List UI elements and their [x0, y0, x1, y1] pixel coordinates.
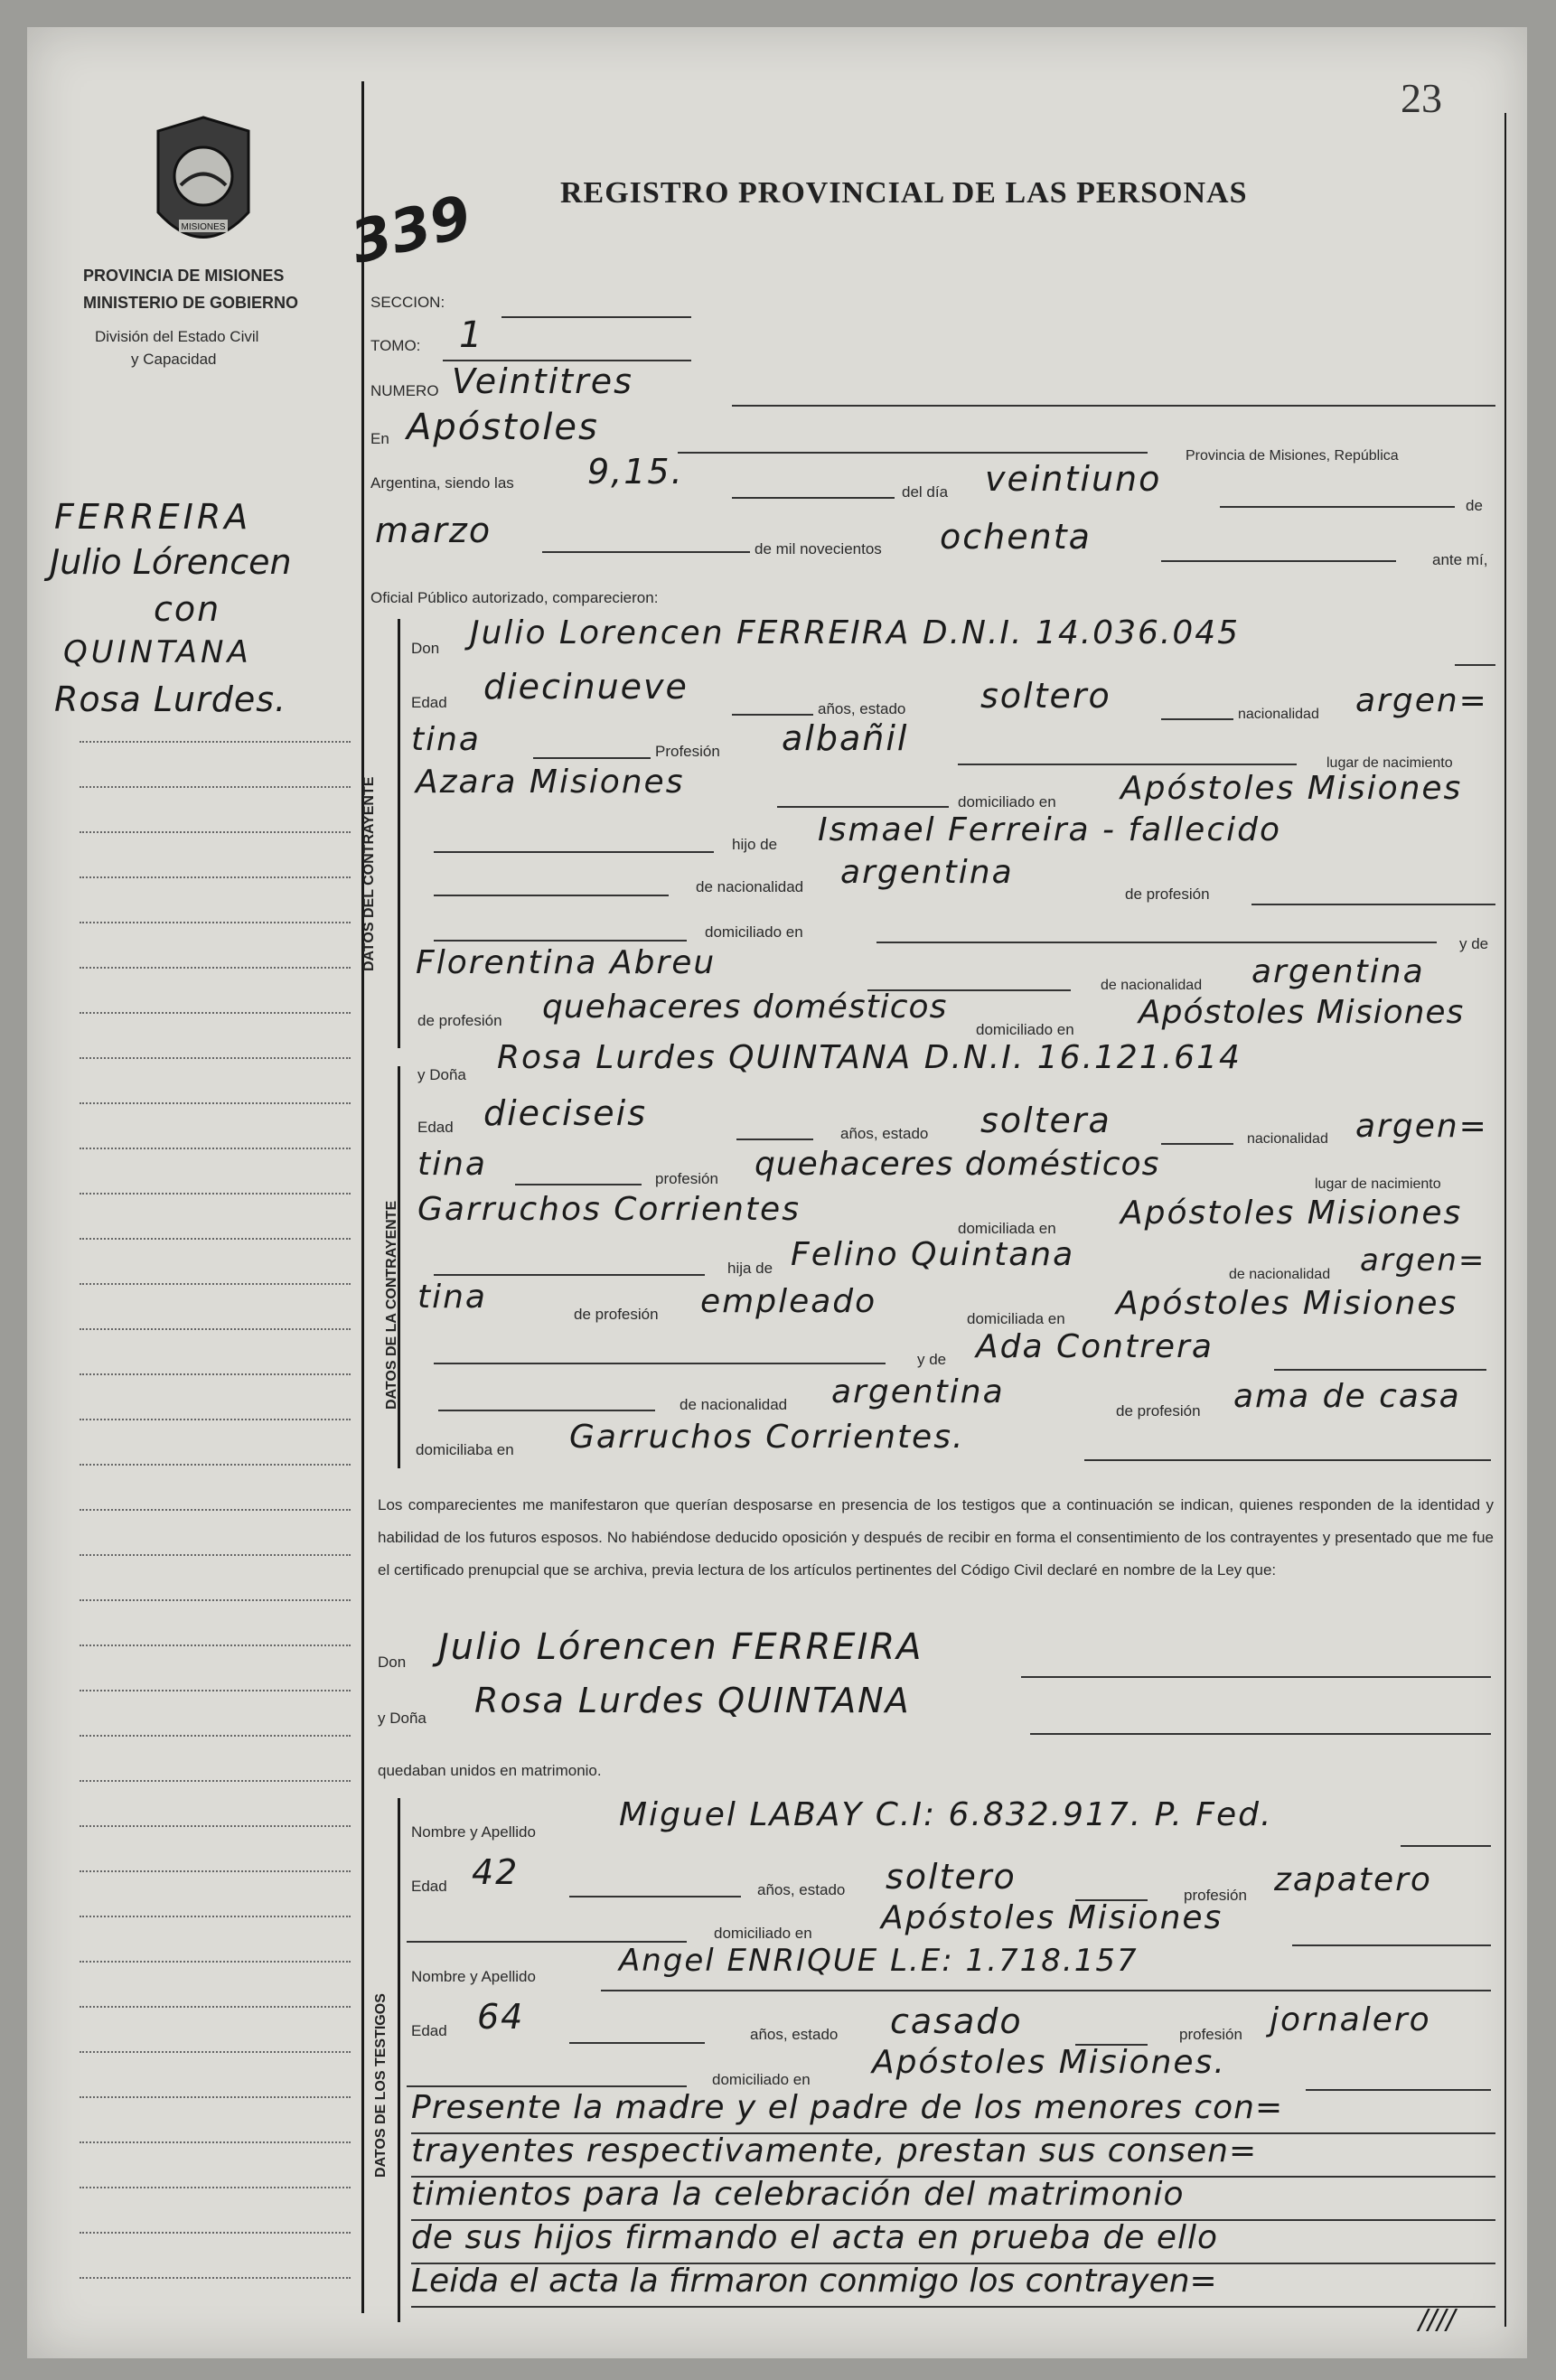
agency-province: PROVINCIA DE MISIONES [83, 267, 285, 285]
margin-rule [80, 1328, 351, 1330]
margin-rule [80, 1509, 351, 1511]
groom-profesion-label: Profesión [655, 743, 720, 760]
w2-profesion: jornalero [1270, 2001, 1431, 2038]
margin-rule [80, 2232, 351, 2234]
side-label-testigos: DATOS DE LOS TESTIGOS [373, 1993, 389, 2178]
numero-value: Veintitres [452, 361, 633, 401]
de-label: de [1466, 497, 1483, 514]
bride-hija-field [434, 1274, 705, 1276]
w2-dom-field-a [407, 2085, 687, 2087]
end-mark: //// [1419, 2304, 1456, 2336]
w2-name-field [601, 1990, 1491, 1991]
bride-domicilio: Apóstoles Misiones [1120, 1195, 1463, 1232]
margin-rule [80, 741, 351, 743]
w2-nombre-label: Nombre y Apellido [411, 1968, 536, 1985]
bride-padre-prof-label: de profesión [574, 1306, 659, 1323]
groom-edad: diecinueve [483, 667, 689, 707]
w1-profesion-label: profesión [1184, 1887, 1247, 1904]
union-dona-field [1030, 1733, 1491, 1735]
page-number: 23 [1401, 75, 1442, 121]
bride-y-de-label: y de [917, 1351, 947, 1368]
witness-bracket [398, 1798, 400, 2322]
w2-estado: casado [890, 2001, 1023, 2041]
groom-estado: soltero [980, 676, 1111, 716]
notes-line-3: timientos para la celebración del matrimonio [411, 2176, 1185, 2213]
en-label: En [370, 430, 389, 447]
seccion-label: SECCION: [370, 294, 445, 311]
bride-lugar: Garruchos Corrientes [417, 1191, 801, 1228]
groom-edad-field [732, 714, 813, 716]
bride-padre-nac-b: tina [417, 1279, 487, 1316]
tomo-value: 1 [459, 314, 484, 356]
groom-madre-prof: quehaceres domésticos [542, 989, 948, 1026]
groom-profesion: albañil [782, 718, 909, 758]
bride-lugar-label: lugar de nacimiento [1315, 1176, 1441, 1192]
groom-anios-label: años, estado [818, 700, 906, 717]
margin-rule [80, 2187, 351, 2188]
groom-hijo-label: hijo de [732, 836, 778, 853]
bride-nacionalidad-label: nacionalidad [1247, 1131, 1328, 1147]
bride-madre-dom-field [1084, 1459, 1491, 1461]
seccion-field [501, 316, 691, 318]
margin-rule [80, 922, 351, 923]
groom-padre-dom-field-a [434, 940, 687, 942]
groom-padre: Ismael Ferreira - fallecido [818, 811, 1281, 848]
hora-value: 9,15. [587, 452, 684, 492]
w1-edad-label: Edad [411, 1878, 447, 1895]
groom-domicilio: Apóstoles Misiones [1120, 770, 1463, 807]
bride-nacionalidad-a: argen= [1355, 1108, 1488, 1145]
bride-padre-prof: empleado [700, 1283, 877, 1320]
w1-name: Miguel LABAY C.I: 6.832.917. P. Fed. [619, 1796, 1273, 1833]
margin-rule [80, 2006, 351, 2008]
groom-madre-dom: Apóstoles Misiones [1139, 994, 1465, 1031]
bride-edad-label: Edad [417, 1119, 454, 1136]
en-value: Apóstoles [407, 407, 599, 448]
margin-rule [80, 1193, 351, 1195]
bride-padre-dom-label: domiciliada en [967, 1310, 1065, 1327]
union-don-field [1021, 1676, 1491, 1678]
groom-nacionalidad-b: tina [411, 721, 481, 758]
groom-nacionalidad-label: nacionalidad [1238, 707, 1319, 722]
w1-estado: soltero [886, 1857, 1017, 1897]
numero-field [732, 405, 1495, 407]
side-label-contrayente: DATOS DEL CONTRAYENTE [361, 776, 377, 971]
bride-edad: dieciseis [483, 1093, 648, 1133]
margin-note-con: con [154, 589, 221, 629]
w2-profesion-label: profesión [1179, 2026, 1242, 2043]
bride-hija-label: hija de [727, 1260, 773, 1277]
w1-name-field [1401, 1845, 1491, 1847]
de-mil-label: de mil novecientos [755, 540, 882, 558]
groom-estado-field [1161, 718, 1233, 720]
w1-dom-field-b [1292, 1944, 1491, 1946]
groom-lugar-field [777, 806, 949, 808]
bride-madre-prof: ama de casa [1233, 1378, 1461, 1415]
groom-padre-prof-field [1251, 904, 1495, 905]
margin-rule [80, 786, 351, 788]
margin-rule [80, 967, 351, 969]
mes-value: marzo [375, 511, 492, 550]
dia-value: veintiuno [985, 459, 1162, 499]
margin-note-given: Julio Lórencen [50, 542, 292, 582]
agency-ministry: MINISTERIO DE GOBIERNO [83, 294, 299, 312]
groom-y-de-label: y de [1459, 935, 1489, 952]
w1-nombre-label: Nombre y Apellido [411, 1823, 536, 1841]
groom-madre-nac: argentina [1251, 953, 1425, 990]
groom-lugar: Azara Misiones [416, 764, 685, 801]
ante-mi-label: ante mí, [1432, 551, 1488, 568]
margin-rule [80, 1961, 351, 1963]
groom-nacionalidad-a: argen= [1355, 682, 1488, 719]
numero-label: NUMERO [370, 382, 439, 399]
bride-madre-dom: Garruchos Corrientes. [569, 1419, 965, 1456]
groom-don-label: Don [411, 640, 440, 657]
notes-line-1: Presente la madre y el padre de los menores con= [411, 2089, 1284, 2126]
margin-rule [80, 1825, 351, 1827]
register-page [27, 27, 1527, 2358]
margin-rule [80, 1057, 351, 1059]
notes-line-5: Leida el acta la firmaron conmigo los contrayen= [411, 2263, 1217, 2300]
bride-nac-field [515, 1184, 642, 1185]
w2-edad-label: Edad [411, 2022, 447, 2039]
mes-field [542, 551, 750, 553]
w2-domicilio: Apóstoles Misiones. [872, 2044, 1226, 2081]
bride-madre-field-a [434, 1363, 886, 1364]
bride-nacionalidad-b: tina [417, 1146, 487, 1183]
groom-name: Julio Lorencen FERREIRA D.N.I. 14.036.045 [470, 614, 1241, 651]
oficial-label: Oficial Público autorizado, comparecieron: [370, 589, 659, 606]
margin-rule [80, 1373, 351, 1375]
groom-madre-dom-label: domiciliado en [976, 1021, 1074, 1038]
w1-domicilio-label: domiciliado en [714, 1925, 812, 1942]
bride-padre-nac-label: de nacionalidad [1229, 1267, 1331, 1282]
del-dia-label: del día [902, 483, 949, 501]
bride-madre: Ada Contrera [976, 1328, 1214, 1365]
groom-madre: Florentina Abreu [416, 944, 717, 981]
margin-rule [80, 1238, 351, 1240]
groom-nac-field [533, 757, 651, 759]
margin-rule [80, 1690, 351, 1691]
union-don-label: Don [378, 1654, 407, 1671]
bride-padre: Felino Quintana [791, 1236, 1075, 1273]
bride-padre-dom: Apóstoles Misiones [1116, 1285, 1458, 1322]
bride-estado: soltera [980, 1101, 1111, 1140]
provincial-seal-icon [145, 113, 262, 267]
w1-profesion: zapatero [1274, 1861, 1432, 1898]
margin-rule [80, 1464, 351, 1466]
bride-madre-nac-field [438, 1410, 655, 1411]
hora-field [732, 497, 895, 499]
w2-anios-label: años, estado [750, 2026, 839, 2043]
agency-capacity: y Capacidad [131, 351, 217, 368]
registry-number-stamp: 339 [344, 183, 478, 278]
argentina-siendo-label: Argentina, siendo las [370, 474, 514, 492]
margin-rule [80, 1283, 351, 1285]
bride-anios-label: años, estado [840, 1125, 929, 1142]
margin-rule [80, 1780, 351, 1782]
w1-edad-field [569, 1896, 741, 1897]
bride-madre-nac-label: de nacionalidad [680, 1396, 788, 1413]
agency-division: División del Estado Civil [95, 328, 259, 345]
notes-rule-5 [411, 2306, 1495, 2308]
margin-rule [80, 1735, 351, 1737]
bride-estado-field [1161, 1143, 1233, 1145]
anio-field [1161, 560, 1396, 562]
margin-rule [80, 2096, 351, 2098]
groom-padre-nac-field [434, 895, 669, 896]
margin-rule [80, 2051, 351, 2053]
page-title: REGISTRO PROVINCIAL DE LAS PERSONAS [560, 176, 1248, 210]
groom-padre-nac-label: de nacionalidad [696, 878, 804, 895]
notes-line-4: de sus hijos firmando el acta en prueba de ello [411, 2219, 1219, 2256]
dia-field [1220, 506, 1455, 508]
w1-edad: 42 [472, 1852, 520, 1892]
margin-rule [80, 1012, 351, 1014]
bride-padre-nac-a: argen= [1360, 1242, 1486, 1279]
bride-madre-field-b [1274, 1369, 1486, 1371]
groom-profesion-field [958, 764, 1297, 765]
groom-padre-dom-field-b [876, 942, 1437, 943]
margin-rule [80, 876, 351, 878]
margin-rule [80, 1419, 351, 1420]
tomo-label: TOMO: [370, 337, 421, 354]
margin-rule [80, 1554, 351, 1556]
w2-edad-field [569, 2042, 705, 2044]
w1-domicilio: Apóstoles Misiones [881, 1899, 1223, 1936]
bride-madre-nac: argentina [831, 1373, 1005, 1410]
margin-rule [80, 831, 351, 833]
declaration-text: Los comparecientes me manifestaron que querían desposarse en presencia de los testigos que a continuación se indican, quienes responden de la identidad y habilidad de los futuros esposos. No habiéndose deducido oposición y después de recibir en forma el consentimiento de los contrayentes y presentado que me fue el certificado prenupcial que se archiva, previa lectura de los artículos pertinentes del Código Civil declaré en nombre de la Ley que: [378, 1496, 1494, 1579]
union-dona-label: y Doña [378, 1710, 426, 1727]
w2-name: Angel ENRIQUE L.E: 1.718.157 [619, 1943, 1139, 1979]
margin-divider [361, 81, 364, 2313]
margin-rule [80, 1916, 351, 1917]
groom-padre-nac: argentina [840, 854, 1014, 891]
w2-edad: 64 [477, 1997, 525, 2037]
w2-dom-field-b [1306, 2089, 1491, 2091]
groom-padre-dom-label: domiciliado en [705, 923, 803, 941]
seal-text: MISIONES [181, 222, 226, 232]
bride-dona-label: y Doña [417, 1066, 466, 1083]
right-border [1504, 113, 1506, 2327]
bride-edad-field [736, 1138, 813, 1140]
margin-rule [80, 1870, 351, 1872]
margin-rule [80, 2141, 351, 2143]
bride-name: Rosa Lurdes QUINTANA D.N.I. 16.121.614 [497, 1039, 1242, 1076]
margin-rule [80, 1644, 351, 1646]
groom-bracket [398, 619, 400, 1048]
margin-rule [80, 2277, 351, 2279]
quedaban-label: quedaban unidos en matrimonio. [378, 1762, 602, 1779]
bride-profesion: quehaceres domésticos [755, 1146, 1160, 1183]
w2-domicilio-label: domiciliado en [712, 2071, 811, 2088]
groom-madre-prof-label: de profesión [417, 1012, 502, 1029]
anio-value: ochenta [940, 517, 1092, 557]
bride-profesion-label: profesión [655, 1170, 718, 1187]
union-dona: Rosa Lurdes QUINTANA [474, 1681, 911, 1720]
groom-name-field [1455, 664, 1495, 666]
margin-note-surname: FERREIRA [54, 497, 252, 537]
groom-domicilio-label: domiciliado en [958, 793, 1056, 811]
margin-rule [80, 1599, 351, 1601]
groom-madre-nac-label: de nacionalidad [1101, 978, 1203, 993]
side-label-contrayenta: DATOS DE LA CONTRAYENTE [384, 1200, 399, 1410]
margin-rule [80, 1102, 351, 1104]
groom-padre-prof-label: de profesión [1125, 885, 1210, 903]
groom-hijo-field [434, 851, 714, 853]
w1-anios-label: años, estado [757, 1881, 846, 1898]
margin-rule [80, 1148, 351, 1149]
groom-edad-label: Edad [411, 694, 447, 711]
bride-madre-prof-label: de profesión [1116, 1402, 1201, 1420]
margin-note-given2: Rosa Lurdes. [54, 679, 287, 719]
en-field [678, 452, 1148, 454]
groom-lugar-label: lugar de nacimiento [1326, 755, 1453, 771]
union-don: Julio Lórencen FERREIRA [438, 1626, 923, 1668]
notes-line-2: trayentes respectivamente, prestan sus consen= [411, 2132, 1258, 2169]
bride-domiciliaba-label: domiciliaba en [416, 1441, 514, 1458]
provincia-label: Provincia de Misiones, República [1186, 448, 1399, 464]
margin-note-surname2: QUINTANA [63, 634, 252, 670]
bride-domicilio-label: domiciliada en [958, 1220, 1056, 1237]
